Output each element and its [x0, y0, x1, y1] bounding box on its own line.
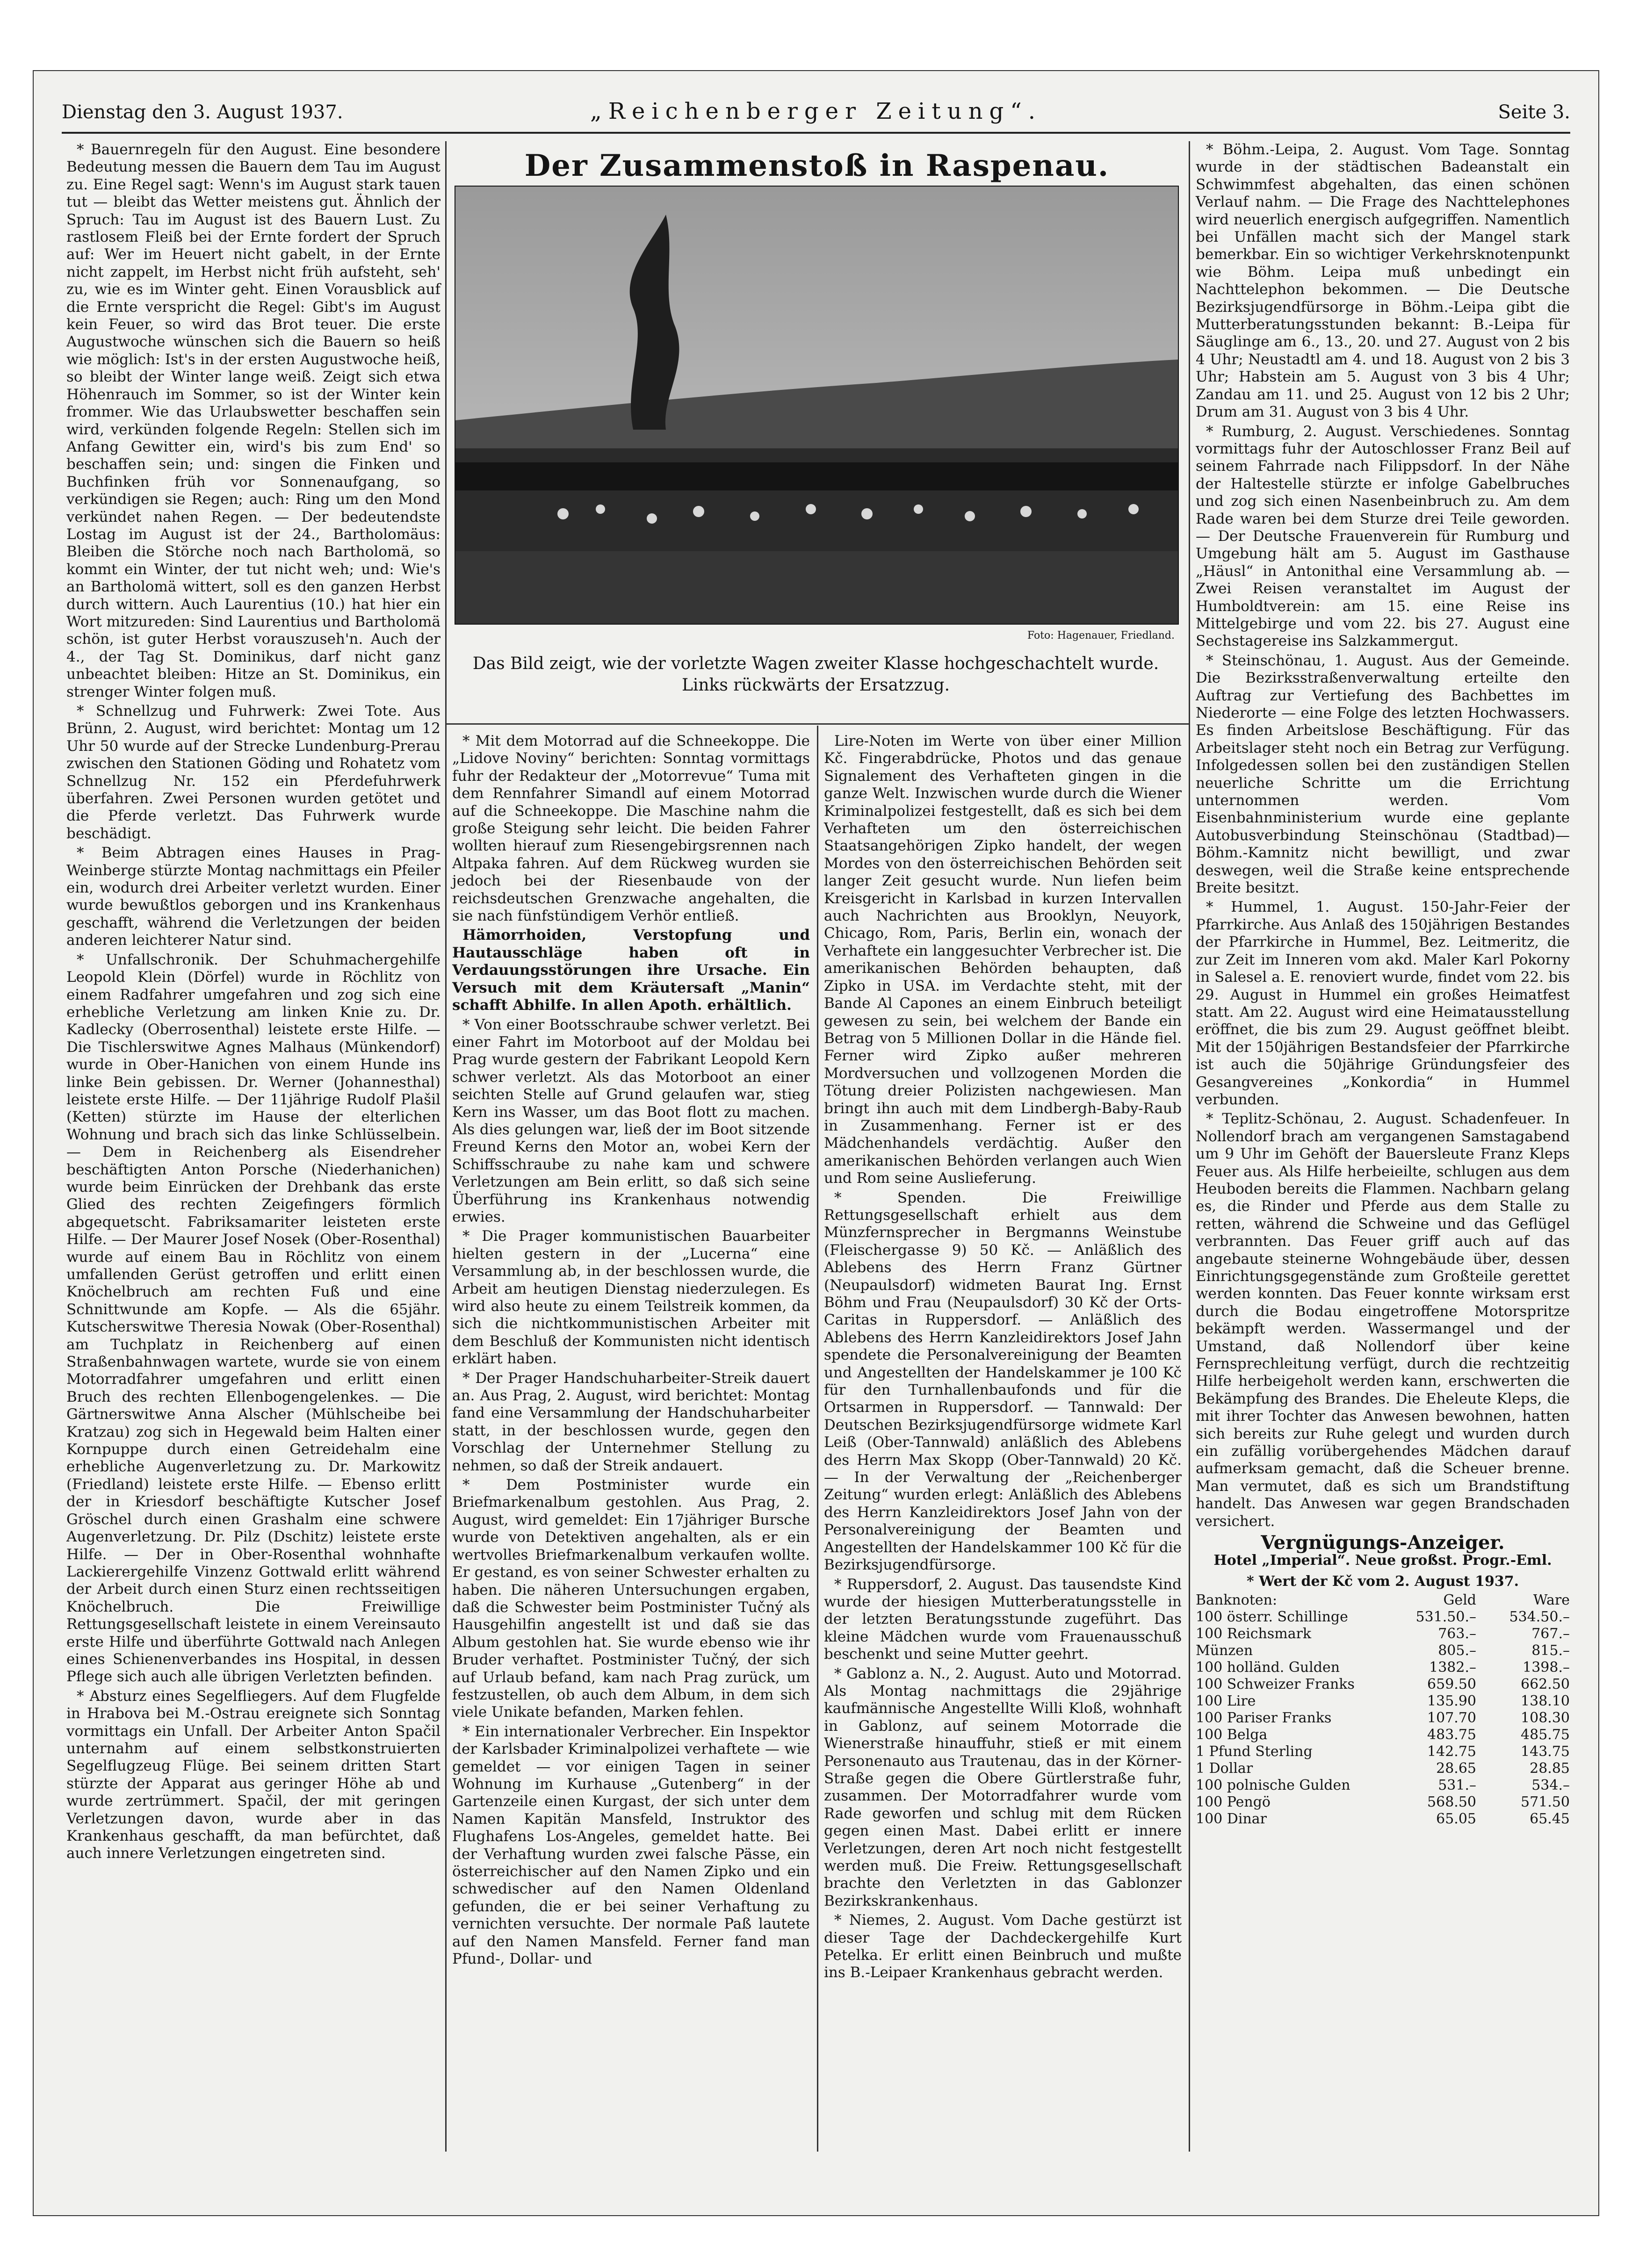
currency: 100 Reichsmark	[1196, 1626, 1312, 1642]
rate-ware: 662.50	[1521, 1676, 1570, 1693]
article: * Teplitz-Schönau, 2. August. Schadenfeuer. In Nollendorf brach am vergangenen Samstagabend um 9 Uhr im Gehöft der Bauersleute Franz Kleps Feuer aus. Als Hilfe herbeieilte, schlugen aus dem Heuboden bereits die Flammen. Nachbarn gelang es, die Rinder und Pferde aus dem Stalle zu retten, während die Schweine und das Geflügel verbrannten. Das Feuer griff auch auf das angebaute steinerne Wohngebäude über, dessen Einrichtungsgegenstände zum Großteile gerettet werden konnten. Das Feuer konnte wirksam erst durch die Bodau eingetroffene Motorspritze bekämpft werden. Wassermangel und der Umstand, daß Nollendorf über keine Fernsprechleitung verfügt, durch die rechtzeitig Hilfe herbeigeholt werden kann, erschwerten die Bekämpfung des Brandes. Die Eheleute Kleps, die mit ihrer Tochter das Anwesen bewohnen, hatten sich bereits zur Ruhe gelegt und wurden durch ein zufällig vorübergehendes Mädchen darauf aufmerksam gemacht, daß die Scheuer brenne. Man vermutet, daß es sich um Brandstiftung handelt. Das Anwesen war gegen Brandschaden versichert.	[1196, 1110, 1570, 1530]
rate-row	[1196, 1710, 1570, 1727]
column-rule	[445, 141, 447, 2152]
rate-ware: 815.–	[1531, 1642, 1570, 1659]
article: * Beim Abtragen eines Hauses in Prag-Weinberge stürzte Montag nachmittags ein Pfeiler ein, wodurch drei Arbeiter verletzt wurden. Einer wurde bewußtlos geborgen und ins Krankenhaus geschafft, während die Verletzungen der beiden anderen leichterer Natur sind.	[66, 844, 440, 949]
column-4	[1196, 141, 1570, 1828]
rate-ware: 28.85	[1530, 1760, 1570, 1777]
rate-row	[1196, 1609, 1570, 1626]
rate-geld: 107.70	[1427, 1710, 1476, 1727]
currency: 100 polnische Gulden	[1196, 1777, 1350, 1794]
rate-geld: 65.05	[1436, 1811, 1476, 1828]
currency: 100 Pariser Franks	[1196, 1710, 1332, 1727]
rate-geld: 142.75	[1427, 1743, 1476, 1760]
article: * Hummel, 1. August. 150-Jahr-Feier der Pfarrkirche. Aus Anlaß des 150jährigen Bestandes der Pfarrkirche in Hummel, Bez. Leitmeritz, die zur Zeit im Inneren vom akd. Maler Karl Pokorny in Salesel a. E. renoviert wurde, findet vom 22. bis 29. August in Hummel ein großes Heimatfest statt. Am 22. August wird eine Heimatausstellung eröffnet, die bis zum 29. August geöffnet bleibt. Mit der 150jährigen Bestandsfeier der Pfarrkirche ist auch die 50jährige Gründungsfeier des Gesangvereines „Konkordia“ in Hummel verbunden.	[1196, 899, 1570, 1108]
currency: 100 Dinar	[1196, 1811, 1267, 1828]
rate-row	[1196, 1642, 1570, 1659]
rate-geld: 1382.–	[1429, 1659, 1476, 1676]
photo-credit: Foto: Hagenauer, Friedland.	[1027, 630, 1175, 641]
rate-ware: 65.45	[1530, 1811, 1570, 1828]
rate-geld: 28.65	[1436, 1760, 1476, 1777]
rate-row	[1196, 1811, 1570, 1828]
article: * Ein internationaler Verbrecher. Ein Inspektor der Karlsbader Kriminalpolizei verhaftete — wie gemeldet — vor einigen Tagen in seiner Wohnung im Kurhause „Gutenberg“ in der Gartenzeile einen Kurgast, der sich unter dem Namen Kapitän Mansfeld, Instruktor des Flughafens Los-Angeles, gemeldet hatte. Bei der Verhaftung wurden zwei falsche Pässe, ein österreichischer auf den Namen Zipko und ein schwedischer auf den Namen Oldenland gefunden, die er bei seiner Verhaftung zu vernichten versuchte. Der normale Paß lautete auf den Namen Mansfeld. Ferner fand man Pfund-, Dollar- und	[452, 1723, 810, 1968]
column-1	[66, 141, 440, 1865]
rate-geld: 531.50.–	[1415, 1609, 1476, 1626]
rate-row	[1196, 1743, 1570, 1760]
column-2	[452, 733, 810, 1970]
article: * Dem Postminister wurde ein Briefmarkenalbum gestohlen. Aus Prag, 2. August, wird gemeldet: Ein 17jähriger Bursche wurde von Detektiven angehalten, als er ein wertvolles Briefmarkenalbum verkaufen wollte. Er gestand, es von seiner Schwester erhalten zu haben. Die näheren Untersuchungen ergaben, daß die Schwester beim Postminister Tučný als Hausgehilfin angestellt ist und daß sie das Album gestohlen hat. Sie wurde ebenso wie ihr Bruder verhaftet. Postminister Tučný, der sich auf Urlaub befand, kam nach Prag zurück, um festzustellen, ob auch dem Album, in dem sich viele Unikate befanden, Marken fehlen.	[452, 1476, 810, 1721]
rate-geld: 763.–	[1438, 1626, 1476, 1642]
photo-caption: Das Bild zeigt, wie der vorletzte Wagen zweiter Klasse hochgeschachtelt wurde. Links rückwärts der Ersatzzug.	[472, 654, 1159, 695]
article: Lire-Noten im Werte von über einer Million Kč. Fingerabdrücke, Photos und das genaue Signalement des Verhafteten gingen in die ganze Welt. Inzwischen wurde durch die Wiener Kriminalpolizei festgestellt, daß es sich bei dem Verhafteten um den österreichischen Staatsangehörigen Zipko handelt, der wegen Mordes von den österreichischen Behörden seit langer Zeit gesucht wurde. Nun liefen beim Kreisgericht in Karlsbad in kurzen Intervallen auch Nachrichten aus Brooklyn, Neuyork, Chicago, Rom, Paris, Berlin ein, wonach der Verhaftete ein langgesuchter Verbrecher ist. Die amerikanischen Behörden behaupten, daß Zipko in USA. im Verdachte steht, mit der Bande Al Capones an einem Einbruch beteiligt gewesen zu sein, bei welchem der Bande ein Betrag von 5 Millionen Dollar in die Hände fiel. Ferner wird Zipko außer mehreren Mordversuchen und vollzogenen Morden die Tötung dreier Polizisten nachgewiesen. Man bringt ihn auch mit dem Lindbergh-Baby-Raub in Zusammenhang. Ferner ist er des Mädchenhandels verdächtig. Außer den amerikanischen Behörden verlangen auch Wien und Rom seine Auslieferung.	[824, 733, 1182, 1187]
currency: 100 Belga	[1196, 1727, 1268, 1743]
rate-row	[1196, 1693, 1570, 1710]
masthead: „Reichenberger Zeitung“.	[590, 98, 1042, 124]
currency: Münzen	[1196, 1642, 1253, 1659]
exchange-rates-heading: * Wert der Kč vom 2. August 1937.	[1246, 1573, 1519, 1590]
exchange-rates-header	[1196, 1592, 1570, 1609]
rate-geld: 568.50	[1427, 1794, 1476, 1811]
rate-row	[1196, 1676, 1570, 1693]
accident-photo	[455, 186, 1179, 625]
article: * Ruppersdorf, 2. August. Das tausendste Kind wurde der hiesigen Mutterberatungsstelle in der letzten Beratungsstunde zugeführt. Das kleine Mädchen wurde vom Frauenausschuß beschenkt und seine Mutter geehrt.	[824, 1576, 1182, 1663]
rates-col-geld: Geld	[1443, 1592, 1476, 1609]
column-rule	[1189, 141, 1190, 2152]
rate-ware: 143.75	[1521, 1743, 1570, 1760]
rate-row	[1196, 1659, 1570, 1676]
article: * Bauernregeln für den August. Eine besondere Bedeutung messen die Bauern dem Tau im August zu. Eine Regel sagt: Wenn's im August stark tauen tut — bleibt das Wetter meistens gut. Ähnlich der Spruch: Tau im August ist des Bauern Lust. Zu rastlosem Fleiß bei der Ernte fordert der Spruch auf: Wer im Heuert nicht gabelt, in der Ernte nicht zappelt, im Herbst nicht früh aufsteht, seh' zu, wie es im Winter geht. Einen Vorausblick auf die Ernte verspricht die Regel: Gibt's im August kein Feuer, so wird das Brot teuer. Die erste Augustwoche wünschen sich die Bauern so heiß wie möglich: Ist's in der ersten Augustwoche heiß, so bleibt der Winter lange weiß. Zeigt sich etwa Höhenrauch im Sommer, so ist der Winter kein frommer. Wie das Urlaubswetter beschaffen sein wird, verkünden folgende Regeln: Stellen sich im Anfang Gewitter ein, wird's bis zum End' so beschaffen sein; und: singen die Finken und Buchfinken früh vor Sonnenaufgang, so verkündigen sie Regen; auch: Ring um den Mond verkündet nahen Regen. — Der bedeutendste Lostag im August ist der 24., Bartholomäus: Bleiben die Störche noch nach Bartholomä, so kommt ein Winter, der tut nicht weh; und: Wie's an Bartholomä wittert, soll es den ganzen Herbst durch wittern. Auch Laurentius (10.) hat hier ein Wort mitzureden: Sind Laurentius und Bartholomä schön, ist guter Herbst vorauszuseh'n. Auch der 4., der Tag St. Dominikus, darf nicht ganz unbeachtet bleiben: Hitze an St. Dominikus, ein strenger Winter folgen muß.	[66, 141, 440, 700]
article: * Niemes, 2. August. Vom Dache gestürzt ist dieser Tage der Dachdeckergehilfe Kurt Petelka. Er erlitt einen Beinbruch und mußte ins B.-Leipaer Krankenhaus gebracht werden.	[824, 1912, 1182, 1981]
rate-ware: 108.30	[1521, 1710, 1570, 1727]
currency: 100 holländ. Gulden	[1196, 1659, 1340, 1676]
rate-ware: 1398.–	[1523, 1659, 1570, 1676]
currency: 1 Pfund Sterling	[1196, 1743, 1313, 1760]
article: * Der Prager Handschuharbeiter-Streik dauert an. Aus Prag, 2. August, wird berichtet: Montag fand eine Versammlung der Handschuharbeiter statt, in der beschlossen wurde, gegen den Vorschlag der Unternehmer Stellung zu nehmen, so daß der Streik andauert.	[452, 1369, 810, 1474]
rate-ware: 571.50	[1521, 1794, 1570, 1811]
rate-row	[1196, 1626, 1570, 1642]
article: * Steinschönau, 1. August. Aus der Gemeinde. Die Bezirksstraßenverwaltung erteilte den Auftrag zur Vertiefung des Bachbettes im Niederorte — eine Folge des letzten Hochwassers. Es finden Arbeitslose Beschäftigung. Für das Arbeitslager steht noch ein Betrag zur Verfügung. Infolgedessen sollen bei den zuständigen Stellen neuerliche Schritte um die Errichtung unternommen werden. Vom Eisenbahnministerium wurde eine geplante Autobusverbindung Steinschönau (Stadtbad)—Böhm.-Kamnitz nicht bewilligt, und zwar deswegen, weil die Straße keine entsprechende Breite besitzt.	[1196, 652, 1570, 897]
exchange-rates-table	[1196, 1609, 1570, 1828]
feature-rule	[445, 723, 1189, 725]
rate-ware: 534.50.–	[1509, 1609, 1570, 1626]
currency: 100 österr. Schillinge	[1196, 1609, 1348, 1626]
article: * Mit dem Motorrad auf die Schneekoppe. Die „Lidove Noviny“ berichten: Sonntag vormittags fuhr der Redakteur der „Motorrevue“ Tuma mit dem Rennfahrer Simandl auf einem Motorrad auf die Schneekoppe. Die Maschine nahm die große Steigung sehr leicht. Die beiden Fahrer wollten hierauf zum Riesengebirgsrennen nach Altpaka fahren. Auf dem Rückweg wurden sie jedoch bei der Riesenbaude von der reichsdeutschen Grenzwache angehalten, die sie nach fünfstündigem Verhör entließ.	[452, 733, 810, 925]
rate-row	[1196, 1727, 1570, 1743]
currency: 100 Schweizer Franks	[1196, 1676, 1355, 1693]
rate-ware: 138.10	[1521, 1693, 1570, 1710]
rate-row	[1196, 1760, 1570, 1777]
rates-col-ware: Ware	[1533, 1592, 1570, 1609]
photo-image	[455, 187, 1178, 624]
page-number: Seite 3.	[1498, 101, 1570, 123]
currency: 1 Dollar	[1196, 1760, 1253, 1777]
currency: 100 Pengö	[1196, 1794, 1271, 1811]
rate-geld: 805.–	[1438, 1642, 1476, 1659]
article: * Schnellzug und Fuhrwerk: Zwei Tote. Aus Brünn, 2. August, wird berichtet: Montag um 12 Uhr 50 wurde auf der Strecke Lundenburg-Prerau zwischen den Stationen Göding und Rohatetz vom Schnellzug Nr. 152 ein Pferdefuhrwerk überfahren. Zwei Personen wurden getötet und die Pferde verletzt. Das Fuhrwerk wurde beschädigt.	[66, 703, 440, 842]
article: * Absturz eines Segelfliegers. Auf dem Flugfelde in Hrabova bei M.-Ostrau ereignete sich Sonntag vormittags ein Unfall. Der Arbeiter Anton Spačil unternahm auf einem selbstkonstruierten Segelflugzeug Flüge. Bei seinem dritten Start stürzte der Apparat aus geringer Höhe ab und wurde zertrümmert. Spačil, der mit geringen Verletzungen davon, wurde aber in das Krankenhaus geschafft, da man befürchtet, daß auch innere Verletzungen eingetreten sind.	[66, 1687, 440, 1862]
rate-row	[1196, 1777, 1570, 1794]
page-header	[62, 90, 1570, 134]
article: * Böhm.-Leipa, 2. August. Vom Tage. Sonntag wurde in der städtischen Badeanstalt ein Schwimmfest abgehalten, das einen schönen Verlauf nahm. — Die Frage des Nachttelephones wird neuerlich energisch aufgegriffen. Namentlich bei Unfällen macht sich der Mangel stark bemerkbar. Ein so wichtiger Verkehrsknotenpunkt wie Böhm. Leipa muß unbedingt ein Nachttelephon bekommen. — Die Deutsche Bezirksjugendfürsorge in Böhm.-Leipa gibt die Mutterberatungsstunden bekannt: B.-Leipa für Säuglinge am 6., 13., 20. und 27. August von 2 bis 4 Uhr; Neustadtl am 4. und 18. August von 2 bis 3 Uhr; Habstein am 5. August von 3 bis 4 Uhr; Zandau am 11. und 25. August von 12 bis 2 Uhr; Drum am 31. August von 3 bis 4 Uhr.	[1196, 141, 1570, 421]
ads-heading: Vergnügungs-Anzeiger.	[1261, 1532, 1505, 1554]
rate-ware: 485.75	[1521, 1727, 1570, 1743]
newspaper-page	[33, 70, 1599, 2216]
currency: 100 Lire	[1196, 1693, 1256, 1710]
column-3	[824, 733, 1182, 1984]
article: * Die Prager kommunistischen Bauarbeiter hielten gestern in der „Lucerna“ eine Versammlung ab, in der beschlossen wurde, die Arbeit am heutigen Dienstag niederzulegen. Es wird also heute zu einem Teilstreik kommen, da sich die nichtkommunistischen Arbeiter mit dem Beschluß der Kommunisten nicht identisch erklärt haben.	[452, 1228, 810, 1368]
rate-row	[1196, 1794, 1570, 1811]
rate-geld: 531.–	[1438, 1777, 1476, 1794]
rate-geld: 483.75	[1427, 1727, 1476, 1743]
article: * Gablonz a. N., 2. August. Auto und Motorrad. Als Montag nachmittags die 29jährige kaufmännische Angestellte Willi Kloß, wohnhaft in Gablonz, auf seinem Motorrade die Wienerstraße hinauffuhr, stieß er mit einem Personenauto aus Trautenau, das in der Körner-Straße gegen die Obere Gürtlerstraße fuhr, zusammen. Der Motorradfahrer wurde vom Rade geworfen und schlug mit dem Rücken gegen einen Mast. Dabei erlitt er innere Verletzungen, deren Art noch nicht festgestellt werden muß. Die Freiw. Rettungsgesellschaft brachte den Verletzten in das Gablonzer Bezirkskrankenhaus.	[824, 1665, 1182, 1909]
rate-ware: 534.–	[1531, 1777, 1570, 1794]
rate-geld: 659.50	[1427, 1676, 1476, 1693]
advertisement: Hämorrhoiden, Verstopfung und Hautausschläge haben oft in Verdauungsstörungen ihre Ursache. Ein Versuch mit dem Kräutersaft „Manin“ schafft Abhilfe. In allen Apoth. erhältlich.	[452, 927, 810, 1014]
rates-col-name: Banknoten:	[1196, 1592, 1278, 1609]
article: * Rumburg, 2. August. Verschiedenes. Sonntag vormittags fuhr der Autoschlosser Franz Beil auf seinem Fahrrade nach Filippsdorf. In der Nähe der Haltestelle stürzte er infolge Gabelbruches und zog sich einen Nasenbeinbruch zu. Am dem Rade waren bei dem Sturze drei Teile geworden. — Der Deutsche Frauenverein für Rumburg und Umgebung hält am 5. August im Gasthause „Häusl“ in Antonithal eine Versammlung ab. — Zwei Reisen veranstaltet im August der Humboldtverein: am 15. eine Reise ins Mittelgebirge und vom 22. bis 27. August eine Sechstagereise ins Salzkammergut.	[1196, 423, 1570, 650]
article: * Unfallschronik. Der Schuhmachergehilfe Leopold Klein (Dörfel) wurde in Röchlitz von einem Radfahrer umgefahren und zog sich eine erhebliche Verletzung am linken Knie zu. Dr. Kadlecky (Oberrosenthal) leistete erste Hilfe. — Die Tischlerswitwe Agnes Malhaus (Münkendorf) wurde in Ober-Hanichen von einem Hunde ins linke Bein gebissen. Dr. Werner (Johannesthal) leistete erste Hilfe. — Der 11jährige Rudolf Plašil (Ketten) stürzte im Hause der elterlichen Wohnung und brach sich das linke Schlüsselbein. — Dem in Reichenberg als Eisendreher beschäftigten Anton Porsche (Niederhanichen) wurde beim Einrücken der Drehbank das erste Glied des rechten Zeigefingers förmlich abgequetscht. Fabriksamariter leisteten erste Hilfe. — Der Maurer Josef Nosek (Ober-Rosenthal) wurde auf einem Bau in Röchlitz von einem umfallenden Gerüst getroffen und erlitt einen Knöchelbruch am rechten Fuß und eine Schnittwunde am Kopfe. — Als die 65jähr. Kutscherswitwe Theresia Nowak (Ober-Rosenthal) am Tuchplatz in Reichenberg auf einen Straßenbahnwagen wartete, wurde sie von einem Motorradfahrer umgefahren und erlitt einen Bruch des rechten Ellenbogengelenkes. — Die Gärtnerswitwe Anna Alscher (Mühlscheibe bei Kratzau) zog sich in Hegewald beim Halten einer Kornpuppe durch einen Getreidehalm eine erhebliche Augenverletzung zu. Dr. Markowitz (Friedland) leistete erste Hilfe. — Ebenso erlitt der in Kriesdorf beschäftigte Kutscher Josef Gröschel durch einen Grashalm eine schwere Augenverletzung. Dr. Pilz (Dschitz) leistete erste Hilfe. — Der in Ober-Rosenthal wohnhafte Lackierergehilfe Vinzenz Gottwald erlitt während der Arbeit durch einen Sturz einen rechtsseitigen Knöchelbruch. Die Freiwillige Rettungsgesellschaft leistete in einem Vereinsauto erste Hilfe und überführte Gottwald nach Anlegen eines Schienenverbandes ins Hospital, in dessen Pflege sich auch alle übrigen Verletzten befinden.	[66, 951, 440, 1685]
article: * Von einer Bootsschraube schwer verletzt. Bei einer Fahrt im Motorboot auf der Moldau bei Prag wurde gestern der Fabrikant Leopold Kern schwer verletzt. Als das Motorboot an einer seichten Stelle auf Grund gelaufen war, stieg Kern ins Wasser, um das Boot flott zu machen. Als dies gelungen war, ließ der im Boot sitzende Freund Kerns den Motor an, wobei Kern der Schiffsschraube zu nahe kam und schwere Verletzungen am Bein erlitt, so daß sich seine Überführung ins Krankenhaus notwendig erwies.	[452, 1016, 810, 1225]
feature-title: Der Zusammenstoß in Raspenau.	[524, 148, 1110, 183]
column-rule	[817, 726, 818, 2152]
ads-entry: Hotel „Imperial“. Neue großst. Progr.-Eml.	[1213, 1552, 1552, 1569]
article: * Spenden. Die Freiwillige Rettungsgesellschaft erhielt aus dem Münzfernsprecher in Bergmanns Weinstube (Fleischergasse 9) 50 Kč. — Anläßlich des Ablebens des Herrn Franz Gürtner (Neupaulsdorf) widmeten Baurat Ing. Ernst Böhm und Frau (Neupaulsdorf) 30 Kč der Orts-Caritas in Ruppersdorf. — Anläßlich des Ablebens des Herrn Kanzleidirektors Josef Jahn spendete die Personalvereinigung der Beamten und Angestellten der Handelskammer je 100 Kč für den Turnhallenbaufonds und für die Ortsarmen in Ruppersdorf. — Tannwald: Der Deutschen Bezirksjugendfürsorge widmete Karl Leiß (Ober-Tannwald) anläßlich des Ablebens des Herrn Max Skopp (Ober-Tannwald) 20 Kč. — In der Verwaltung der „Reichenberger Zeitung“ wurden erlegt: Anläßlich des Ablebens des Herrn Kanzleidirektors Josef Jahn von der Personalvereinigung der Beamten und Angestellten der Handelskammer 100 Kč für die Bezirksjugendfürsorge.	[824, 1189, 1182, 1574]
issue-date: Dienstag den 3. August 1937.	[62, 101, 343, 123]
rate-ware: 767.–	[1531, 1626, 1570, 1642]
rate-geld: 135.90	[1427, 1693, 1476, 1710]
